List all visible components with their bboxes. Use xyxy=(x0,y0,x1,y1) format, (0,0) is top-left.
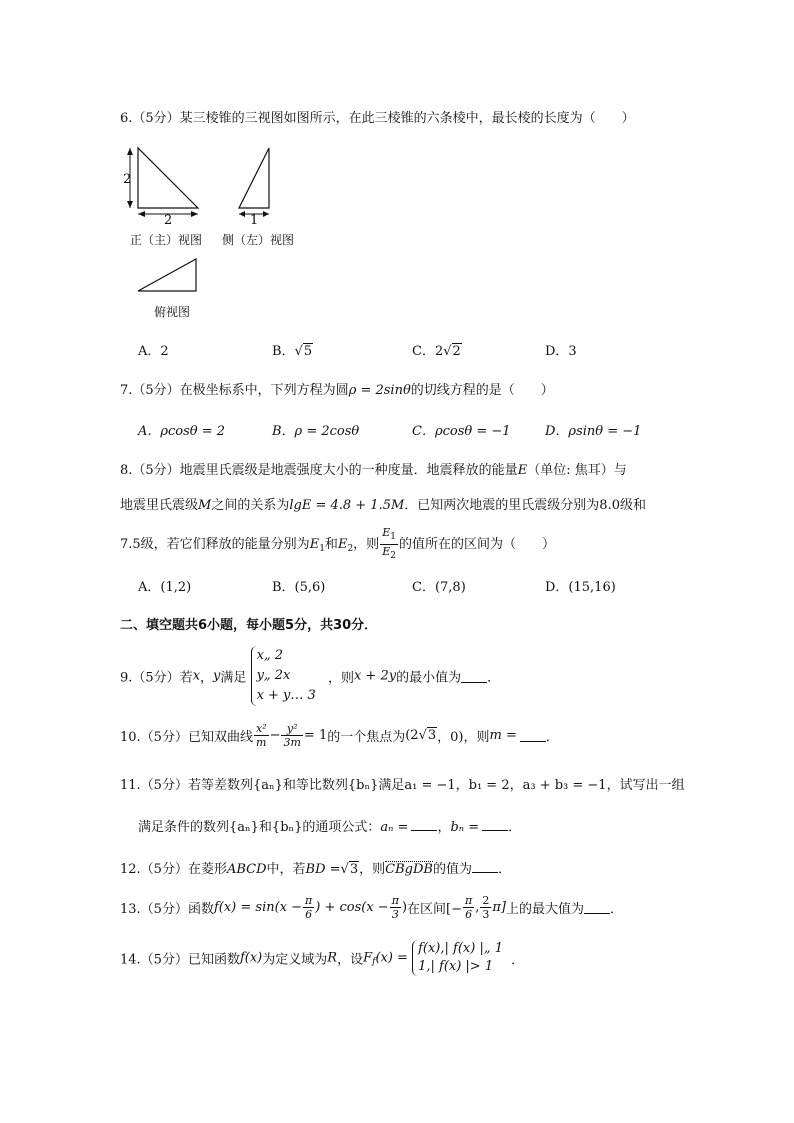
q7-option-b: B．ρ = 2cosθ xyxy=(272,424,360,439)
q6-option-a: A．2 xyxy=(138,344,169,359)
side-view-triangle xyxy=(239,148,269,208)
q8-option-a: A．(1,2) xyxy=(138,580,192,595)
q11-line-1: 11.（5分）若等差数列{aₙ}和等比数列{bₙ}满足a₁ = −1，b₁ = 2，a₃ + b₃ = −1，试写出一组 xyxy=(120,778,685,793)
q6-option-c: C．2√2 xyxy=(412,344,461,359)
q6-dim-1: 1 xyxy=(250,213,259,228)
q9-answer-blank xyxy=(461,670,487,683)
front-view-triangle xyxy=(138,148,198,208)
q8-line-1: 8.（5分）地震里氏震级是地震强度大小的一种度量．地震释放的能量E（单位: 焦耳）与 xyxy=(120,463,627,478)
q13-answer-blank xyxy=(584,901,610,914)
q14-piecewise: f(x),| f(x) |„ 1 1,| f(x) |> 1 xyxy=(412,940,503,976)
q6-three-view-figure xyxy=(118,140,318,240)
q11-line-2: 满足条件的数列{aₙ}和{bₙ}的通项公式：aₙ = ，bₙ = ． xyxy=(138,820,522,835)
q6-option-d: D．3 xyxy=(545,344,577,359)
q7-option-c: C．ρcosθ = −1 xyxy=(412,424,511,439)
q6-top-view-label: 俯视图 xyxy=(154,305,191,319)
q6-option-b: B．√5 xyxy=(272,344,313,359)
q9-constraint-system: x„ 2 y„ 2x x + y… 3 xyxy=(251,646,316,706)
section-2-title: 二、填空题共6小题，每小题5分，共30分． xyxy=(120,618,378,633)
q6-stem: 6.（5分）某三棱锥的三视图如图所示，在此三棱锥的六条棱中，最长棱的长度为（ ） xyxy=(120,111,635,126)
q8-option-b: B．(5,6) xyxy=(272,580,326,595)
q8-line-2: 地震里氏震级M之间的关系为lgE = 4.8 + 1.5M．已知两次地震的里氏震级分别为8.0级和 xyxy=(120,498,646,513)
q6-dim-2-horizontal: 2 xyxy=(164,213,173,228)
top-view-triangle xyxy=(138,259,196,291)
q6-front-view-label: 正（主）视图 xyxy=(130,233,203,247)
q12-answer-blank xyxy=(472,860,498,873)
q10-answer-blank xyxy=(520,729,546,742)
q12-stem: 12.（5分）在菱形ABCD中，若BD =√3，则CBgDB的值为 ． xyxy=(120,862,511,877)
q11-an-blank xyxy=(411,818,437,831)
q7-option-a: A．ρcosθ = 2 xyxy=(138,424,226,439)
q8-line-3: 7.5级，若它们释放的能量分别为$E_1$和$E_2$，则 $\frac{E_1}{E_2}$ 的值所在的区间为（ ） xyxy=(120,526,555,561)
q7-stem: 7.（5分）在极坐标系中，下列方程为圆ρ = 2sinθ的切线方程的是（ ） xyxy=(120,383,554,398)
q11-bn-blank xyxy=(482,818,508,831)
q6-top-view-figure xyxy=(130,255,210,295)
q8-option-c: C．(7,8) xyxy=(412,580,466,595)
q10-stem: 10.（5分）已知双曲线 $\frac{\text{x²}}{m}$ − $\frac{\text{y²}}{3m}$ = 1的一个焦点为(2√3，0)，则m = ． xyxy=(120,722,559,749)
q6-dim-2-vertical: 2 xyxy=(123,172,132,187)
q6-side-view-label: 侧（左）视图 xyxy=(222,233,295,247)
q8-energy-ratio: $\frac{E_1}{E_2}$ xyxy=(382,526,396,561)
q9-stem: 9.（5分）若x，y满足 x„ 2 y„ 2x x + y… 3 ，则x + 2y的最小值为 ． xyxy=(120,646,500,706)
q8-option-d: D．(15,16) xyxy=(545,580,616,595)
q14-stem: 14.（5分）已知函数f(x)为定义域为R，设$F_f(x)$ = f(x),| f(x) |„ 1 1,| f(x) |> 1 ． xyxy=(120,941,525,974)
q13-stem: 13.（5分）函数f(x) = sin(x − $\frac{\pi}{6}$ ) + cos(x − $\frac{\pi}{3}$ )在区间[− $\frac{\pi}{6}$ , $\frac{2}{3}$ π]上的最大值为 ． xyxy=(120,894,624,921)
q7-option-d: D．ρsinθ = −1 xyxy=(545,424,642,439)
